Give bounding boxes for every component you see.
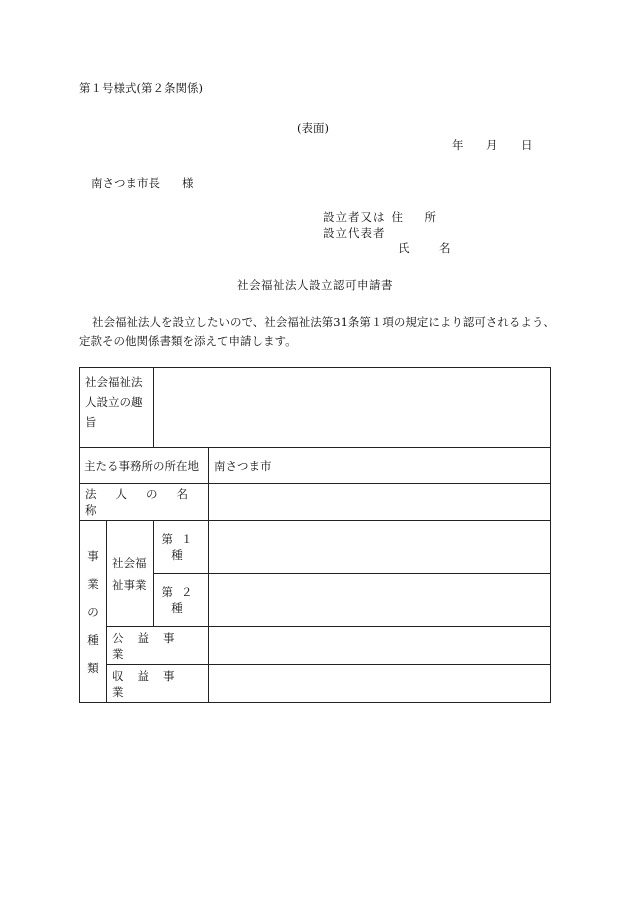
applicant-role-2: 設立代表者 bbox=[323, 226, 386, 240]
class1-label: 第１種 bbox=[154, 521, 209, 574]
business-types-label-text: 事業の種類 bbox=[87, 548, 99, 675]
applicant-address-label: 住 所 bbox=[391, 210, 441, 224]
body-text-line-2: 定款その他関係書類を添えて申請します。 bbox=[79, 334, 297, 348]
corp-name-label: 法人の名称 bbox=[80, 484, 209, 521]
addressee bbox=[91, 175, 194, 191]
public-interest-row bbox=[80, 627, 551, 665]
public-interest-field[interactable] bbox=[209, 627, 551, 665]
profit-field[interactable] bbox=[209, 665, 551, 703]
class2-field[interactable] bbox=[209, 574, 551, 627]
class2-label: 第２種 bbox=[154, 574, 209, 627]
date-month-label: 月 bbox=[486, 138, 498, 152]
office-field[interactable]: 南さつま市 bbox=[209, 448, 551, 484]
corp-name-field[interactable] bbox=[209, 484, 551, 521]
purpose-row bbox=[80, 368, 551, 448]
business-types-label bbox=[80, 521, 107, 703]
social-welfare-label-text: 社会福祉事業 bbox=[112, 555, 147, 592]
class1-row bbox=[80, 521, 551, 574]
purpose-field[interactable] bbox=[154, 368, 551, 448]
applicant-address-line bbox=[323, 209, 441, 225]
document-title: 社会福祉法人設立認可申請書 bbox=[237, 278, 393, 292]
side-label: (表面) bbox=[297, 121, 329, 135]
social-welfare-label bbox=[107, 521, 154, 627]
addressee-name: 南さつま市長 bbox=[91, 176, 160, 190]
addressee-honorific: 様 bbox=[182, 176, 194, 190]
date-day-label: 日 bbox=[521, 138, 533, 152]
class1-field[interactable] bbox=[209, 521, 551, 574]
form-number: 第１号様式(第２条関係) bbox=[79, 81, 203, 95]
date-year-label: 年 bbox=[452, 138, 464, 152]
applicant-role-1: 設立者又は bbox=[323, 210, 386, 224]
profit-label: 収益事業 bbox=[107, 665, 209, 703]
body-text-line-1: 社会福祉法人を設立したいので、社会福祉法第31条第１項の規定により認可されるよう、 bbox=[92, 315, 555, 329]
applicant-name-label: 氏 名 bbox=[398, 241, 460, 255]
public-interest-label: 公益事業 bbox=[107, 627, 209, 665]
profit-row bbox=[80, 665, 551, 703]
corp-name-row bbox=[80, 484, 551, 521]
purpose-label: 社会福祉法人設立の趣旨 bbox=[80, 368, 154, 448]
office-row bbox=[80, 448, 551, 484]
office-label: 主たる事務所の所在地 bbox=[80, 448, 209, 484]
application-table bbox=[79, 367, 551, 703]
